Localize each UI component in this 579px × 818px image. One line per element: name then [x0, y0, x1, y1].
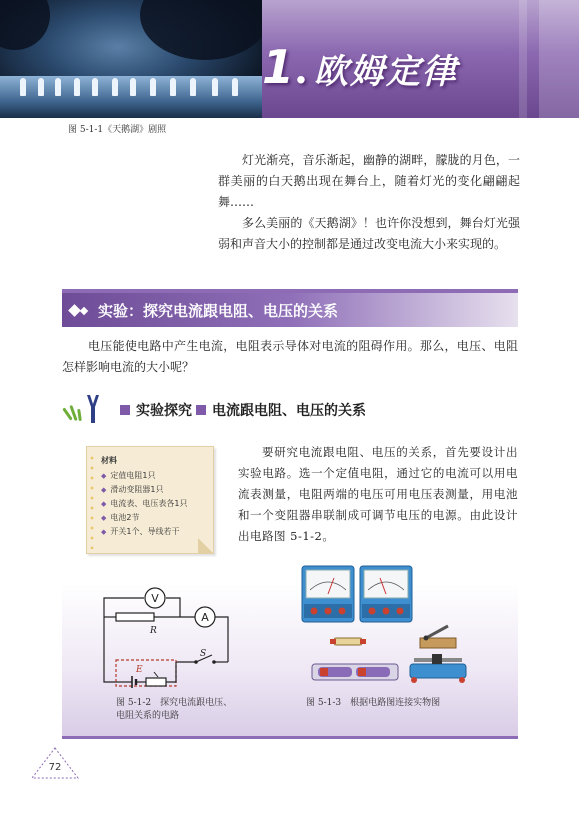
intro-paragraph-1: 灯光渐亮，音乐渐起，幽静的湖畔，朦胧的月色，一群美丽的白天鹅出现在舞台上，随着灯光的变化翩翩起舞…… — [218, 153, 520, 209]
bullet-diamond-icon: ◆ — [101, 486, 107, 494]
ammeter-label: A — [201, 611, 209, 624]
material-item: ◆ 定值电阻1只 — [101, 471, 156, 480]
square-marker-icon — [196, 405, 206, 415]
page-number: 72 — [48, 762, 62, 773]
paragraph-2: 要研究电流跟电阻、电压的关系，首先要设计出实验电路。选一个定值电阻，通过它的电流可以用电流表测量，电阻两端的电压可用电压表测量，用电池和一个变阻器串联制成可调节电压的电源。由此设计出电路图 5-1-2。 — [238, 445, 518, 543]
experiment-heading — [62, 395, 366, 425]
intro-text — [218, 150, 520, 255]
photo-caption: 图 5-1-1《天鹅湖》剧照 — [68, 125, 167, 135]
swan-lake-photo — [0, 0, 262, 118]
material-item: ◆ 电流表、电压表各1只 — [101, 499, 188, 508]
bullet-diamond-icon: ◆ — [101, 472, 107, 480]
source-label: E — [136, 665, 143, 675]
bullet-diamond-icon: ◆ — [101, 514, 107, 522]
square-marker-icon — [120, 405, 130, 415]
intro-paragraph-2: 多么美丽的《天鹅湖》！也许你没想到，舞台灯光强弱和声音大小的控制都是通过改变电流大小来实现的。 — [218, 216, 520, 251]
circuit-diagram — [96, 580, 246, 694]
figure-caption-5-1-3: 图 5-1-3 根据电路图连接实物图 — [306, 698, 441, 708]
sub-heading-label-1: 实验探究 — [136, 403, 192, 419]
chapter-number: 1 — [262, 40, 295, 94]
bullet-diamond-icon: ◆ — [101, 500, 107, 508]
voltmeter-label: V — [151, 592, 159, 605]
switch-device — [420, 626, 456, 648]
figures-bottom-rule — [62, 736, 518, 739]
ammeter-device — [360, 566, 412, 622]
equipment-illustration — [296, 560, 476, 690]
chapter-title-text: 欧姆定律 — [313, 52, 458, 92]
switch-label: S — [200, 649, 207, 659]
resistor-device — [330, 638, 366, 645]
material-item: ◆ 电池2节 — [101, 513, 140, 522]
chapter-title — [262, 40, 458, 94]
sub-heading-label-2: 电流跟电阻、电压的关系 — [212, 403, 366, 419]
resistor-label: R — [150, 626, 157, 636]
section-header — [62, 289, 518, 327]
battery-device — [312, 664, 398, 680]
paragraph-1: 电压能使电路中产生电流，电阻表示导体对电流的阻碍作用。那么，电压、电阻怎样影响电流的大小呢？ — [62, 339, 518, 374]
rheostat-device — [410, 654, 466, 683]
materials-title: 材料 — [101, 456, 117, 465]
voltmeter-device — [302, 566, 354, 622]
binding-dots — [90, 453, 94, 549]
bullet-diamond-icon: ◆ — [101, 528, 107, 536]
material-item: ◆ 开关1个、导线若干 — [101, 527, 180, 536]
materials-note — [86, 446, 214, 554]
figure-caption-5-1-2: 图 5-1-2 探究电流跟电压、 电阻关系的电路 — [116, 698, 233, 721]
experiment-icon — [62, 395, 116, 425]
section-title: 实验：探究电流跟电阻、电压的关系 — [98, 302, 339, 320]
material-item: ◆ 滑动变阻器1只 — [101, 485, 164, 494]
chapter-dot: . — [294, 46, 308, 93]
